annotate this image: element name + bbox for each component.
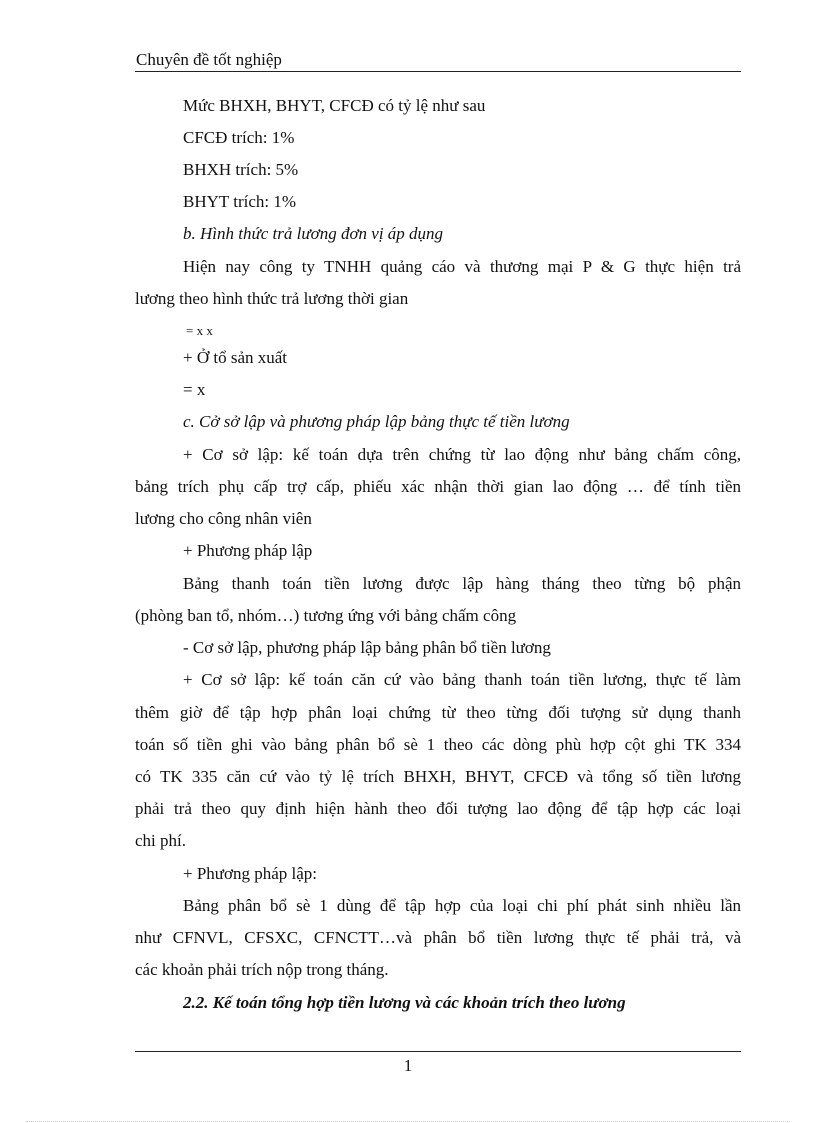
rate-bhxh: BHXH trích: 5% (183, 160, 299, 179)
rate-bhyt: BHYT trích: 1% (183, 192, 297, 211)
paragraph-line: (phòng ban tổ, nhóm…) tương ứng với bảng chấm công (135, 606, 517, 625)
paragraph-line: + Cơ sở lập: kế toán căn cứ vào bảng thanh toán tiền lương, thực tế làm (183, 670, 741, 689)
formula-line: = x x (186, 323, 213, 338)
section-heading-b: b. Hình thức trả lương đơn vị áp dụng (183, 224, 444, 243)
list-item-method-2: + Phương pháp lập: (183, 864, 318, 883)
paragraph-line: các khoản phải trích nộp trong tháng. (135, 960, 389, 979)
list-item-method: + Phương pháp lập (183, 541, 313, 560)
formula-line: = x (183, 380, 206, 399)
paragraph-line: + Cơ sở lập: kế toán dựa trên chứng từ lao động như bảng chấm công, (183, 445, 741, 464)
paragraph-line: bảng trích phụ cấp trợ cấp, phiếu xác nhận thời gian lao động … để tính tiền (135, 477, 741, 496)
rate-cfcd: CFCĐ trích: 1% (183, 128, 295, 147)
paragraph-line: toán số tiền ghi vào bảng phân bổ sè 1 theo các dòng phù hợp cột ghi TK 334 (135, 735, 741, 754)
paragraph-line: có TK 335 căn cứ vào tỷ lệ trích BHXH, BHYT, CFCĐ và tổng số tiền lương (135, 767, 741, 786)
list-item-production: + Ở tổ sản xuất (183, 348, 288, 367)
paragraph-line: lương theo hình thức trả lương thời gian (135, 289, 409, 308)
paragraph-line: Bảng thanh toán tiền lương được lập hàng tháng theo từng bộ phận (183, 574, 741, 593)
paragraph-line: chi phí. (135, 831, 186, 850)
page-header (135, 50, 741, 72)
paragraph-line: như CFNVL, CFSXC, CFNCTT…và phân bổ tiền lương thực tế phải trả, và (135, 928, 741, 947)
page-number: 1 (403, 1056, 413, 1075)
footer-divider (135, 1051, 741, 1052)
paragraph-rates-intro: Mức BHXH, BHYT, CFCĐ có tỷ lệ như sau (183, 96, 486, 115)
paragraph-line: phải trả theo quy định hiện hành theo đối tượng lao động để tập hợp các loại (135, 799, 741, 818)
paragraph-line: lương cho công nhân viên (135, 509, 312, 528)
paragraph-line: thêm giờ để tập hợp phân loại chứng từ theo từng đối tượng sử dụng thanh (135, 703, 741, 722)
section-heading-c: c. Cở sở lập và phương pháp lập bảng thực tế tiền lương (183, 412, 570, 431)
page-boundary (26, 1121, 790, 1122)
list-item-allocation: - Cơ sở lập, phương pháp lập bảng phân bổ tiền lương (183, 638, 551, 657)
paragraph-line: Bảng phân bổ sè 1 dùng để tập hợp của loại chi phí phát sinh nhiều lần (183, 896, 741, 915)
header-title: Chuyên đề tốt nghiệp (136, 50, 282, 69)
section-heading-2-2: 2.2. Kế toán tổng hợp tiền lương và các khoản trích theo lương (183, 993, 626, 1012)
paragraph-line: Hiện nay công ty TNHH quảng cáo và thương mại P & G thực hiện trả (183, 257, 741, 276)
